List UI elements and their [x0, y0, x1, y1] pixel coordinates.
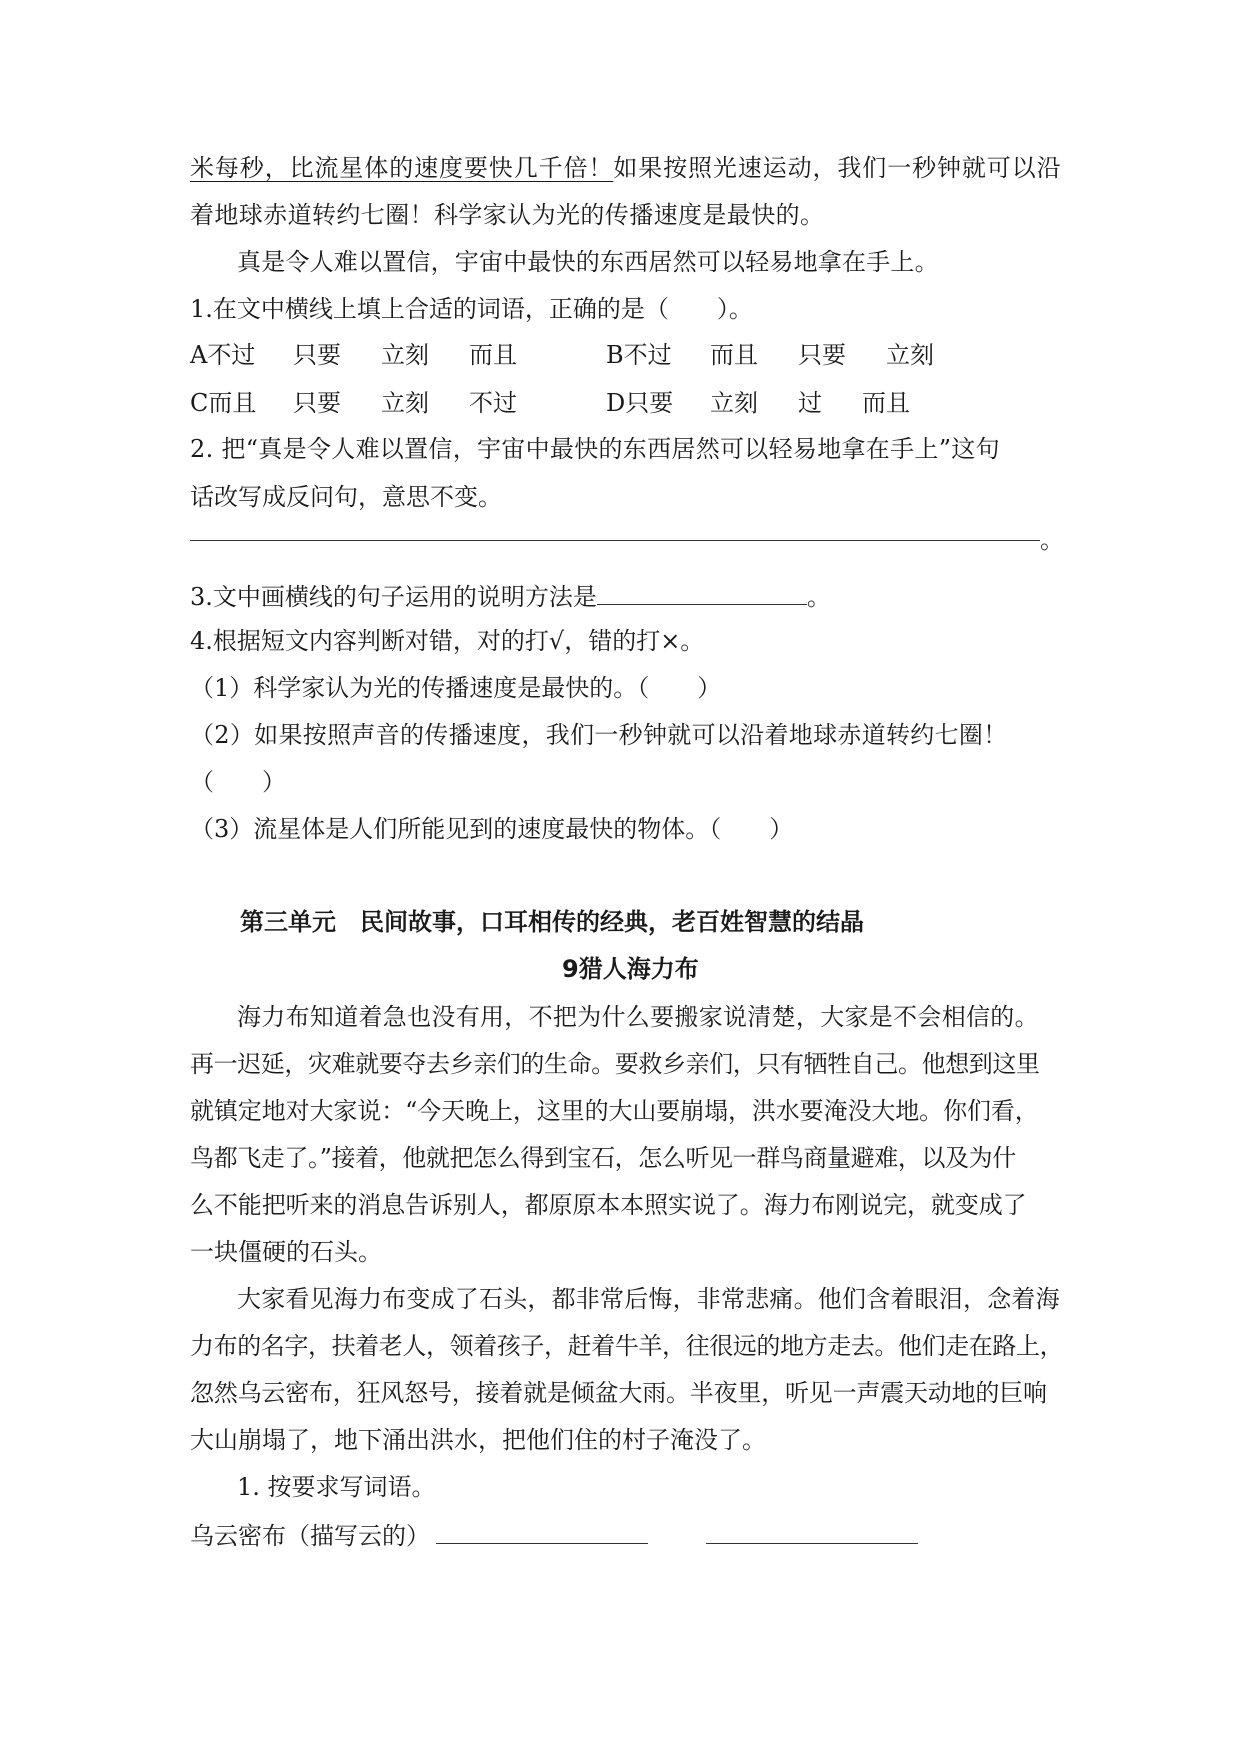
option-d-word: 立刻: [710, 389, 758, 417]
question-stem: 1. 按要求写词语。: [237, 1473, 436, 1501]
lesson-title: 9猎人海力布: [562, 955, 699, 983]
question-2-stem: 2. 把“真是令人难以置信，宇宙中最快的东西居然可以轻易地拿在手上”这句: [190, 435, 1000, 463]
judge-item: （3）流星体是人们所能见到的速度最快的物体。（ ）: [190, 815, 794, 843]
passage-line: [190, 153, 1062, 183]
passage-line: 着地球赤道转约七圈！科学家认为光的传播速度是最快的。: [190, 201, 825, 229]
judge-item: （2）如果按照声音的传播速度，我们一秒钟就可以沿着地球赤道转约七圈！: [190, 721, 1008, 749]
question-3-suffix: 。: [806, 583, 831, 611]
passage-line: 鸟都飞走了。”接着，他就把怎么得到宝石，怎么听见一群鸟商量避难，以及为什: [190, 1144, 1016, 1172]
word-prompt: [190, 1519, 918, 1551]
passage-line: 大山崩塌了，地下涌出洪水，把他们住的村子淹没了。: [190, 1426, 766, 1454]
option-d-word: D只要: [606, 389, 674, 417]
option-d-word: 而且: [862, 389, 910, 417]
passage-line: 再一迟延，灾难就要夺去乡亲们的生命。要救乡亲们，只有牺牲自己。他想到这里: [190, 1050, 1040, 1078]
answer-blank[interactable]: [436, 1519, 648, 1544]
underlined-sentence: 米每秒，比流星体的速度要快几千倍！: [190, 154, 614, 182]
question-3-prefix: 3.文中画横线的句子运用的说明方法是: [190, 583, 597, 611]
question-1-stem: 1.在文中横线上填上合适的词语，正确的是（ ）。: [190, 295, 753, 323]
option-a-word: 而且: [469, 341, 517, 369]
option-c-word: 立刻: [381, 389, 429, 417]
passage-line: 么不能把听来的消息告诉别人，都原原本本照实说了。海力布刚说完，就变成了: [190, 1191, 1027, 1219]
question-3: [190, 580, 831, 612]
option-a-word: 立刻: [381, 341, 429, 369]
question-2-stem: 话改写成反问句，意思不变。: [190, 483, 502, 511]
passage-line: 一块僵硬的石头。: [190, 1238, 382, 1266]
option-b-word: B不过: [606, 341, 672, 369]
answer-blank[interactable]: [706, 1519, 918, 1544]
question-4-stem: 4.根据短文内容判断对错，对的打√，错的打×。: [190, 627, 705, 655]
answer-end-mark: 。: [1040, 526, 1064, 554]
option-c-word: 只要: [293, 389, 341, 417]
option-c-word: C而且: [190, 389, 257, 417]
judge-bracket: （ ）: [190, 768, 286, 796]
option-b-word: 而且: [710, 341, 758, 369]
word-prompt-text: 乌云密布（描写云的）: [190, 1522, 430, 1550]
passage-line: 忽然乌云密布，狂风怒号，接着就是倾盆大雨。半夜里，听见一声震天动地的巨响: [190, 1379, 1047, 1407]
option-d-word: 过: [798, 389, 822, 417]
passage-text: 如果按照光速运动，我们一秒钟就可以沿: [613, 154, 1062, 182]
passage-line: 真是令人难以置信，宇宙中最快的东西居然可以轻易地拿在手上。: [237, 248, 939, 276]
option-a-word: A不过: [190, 341, 256, 369]
unit-heading: 第三单元 民间故事，口耳相传的经典，老百姓智慧的结晶: [240, 908, 864, 936]
option-c-word: 不过: [469, 389, 517, 417]
option-b-word: 立刻: [886, 341, 934, 369]
passage-line: 大家看见海力布变成了石头，都非常后悔，非常悲痛。他们含着眼泪，念着海: [237, 1285, 1060, 1313]
option-b-word: 只要: [798, 341, 846, 369]
passage-line: 海力布知道着急也没有用，不把为什么要搬家说清楚，大家是不会相信的。: [237, 1003, 1039, 1031]
passage-line: 力布的名字，扶着老人，领着孩子，赶着牛羊，往很远的地方走去。他们走在路上，: [190, 1332, 1064, 1360]
answer-blank[interactable]: [597, 580, 807, 605]
passage-line: 就镇定地对大家说：“今天晚上，这里的大山要崩塌，洪水要淹没大地。你们看，: [190, 1097, 1039, 1125]
answer-line[interactable]: [190, 540, 1040, 541]
option-a-word: 只要: [293, 341, 341, 369]
judge-item: （1）科学家认为光的传播速度是最快的。（ ）: [190, 674, 722, 702]
